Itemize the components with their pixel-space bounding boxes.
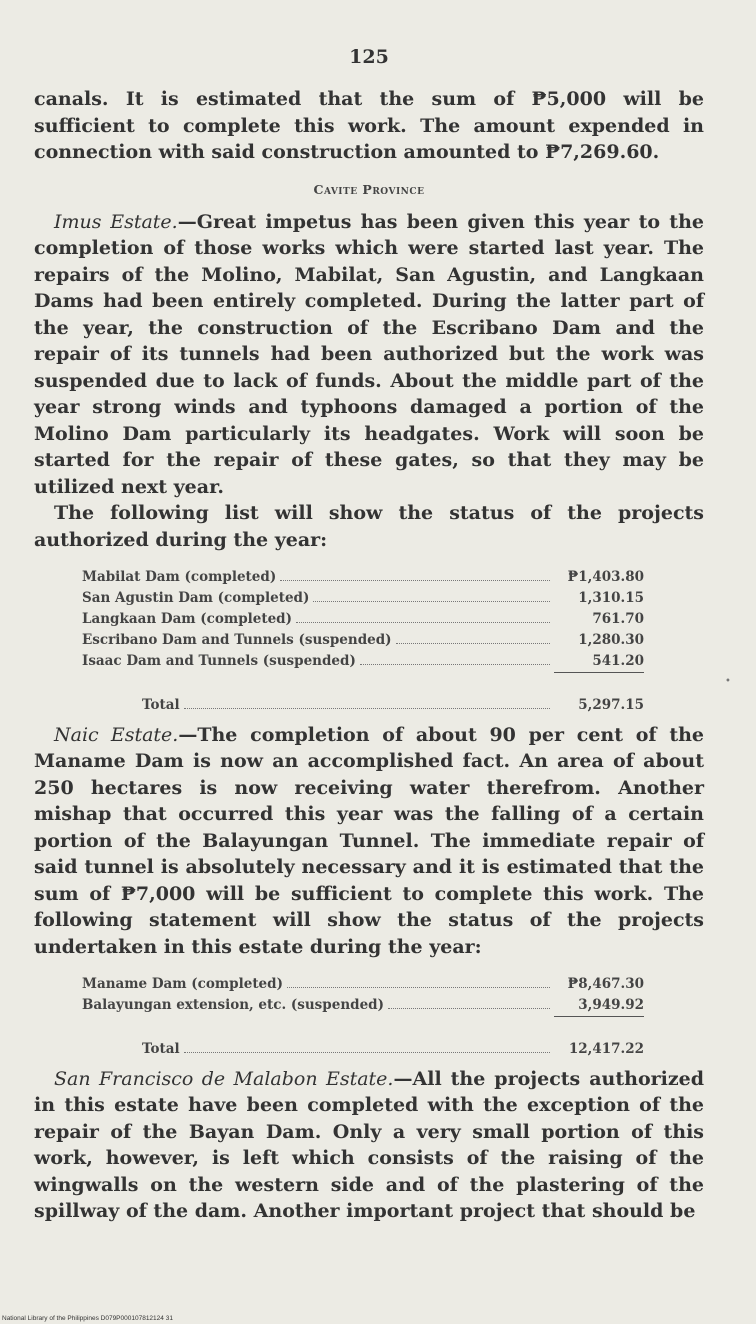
row-label: Mabilat Dam (completed) <box>82 569 277 585</box>
naic-estate-text: —The completion of about 90 per cent of the Maname Dam is now an accomplished fact. An area of about 250 hectares is now receiving water therefrom. Another mishap that occurred this year was the falling of a certain portion of the Balayungan Tunnel. The immediate repair of said tunnel is absolutely necessary and it is estimated that the sum of ₱7,000 will be sufficient to complete this work. The following statement will show the status of the projects undertaken in this estate during the year: <box>34 723 704 958</box>
table-row <box>82 609 644 630</box>
total-row <box>82 1031 644 1060</box>
table-row <box>82 567 644 588</box>
row-label: San Agustin Dam (completed) <box>82 590 310 606</box>
total-label: Total <box>142 1040 180 1057</box>
row-amount: 541.20 <box>592 653 644 669</box>
paragraph-imus-list-intro: The following list will show the status of the projects authorized during the year: <box>34 502 704 551</box>
imus-estate-text: —Great impetus has been given this year to the completion of those works which were started last year. The repairs of the Molino, Mabilat, San Agustin, and Langkaan Dams had been entirely completed. During the latter part of the year, the construction of the Escribano Dam and the repair of its tunnels had been authorized but the work was suspended due to lack of funds. About the middle part of the year strong winds and typhoons damaged a portion of the Molino Dam particularly its headgates. Work will soon be started for the repair of these gates, so that they may be utilized next year. <box>34 210 704 498</box>
row-label: Escribano Dam and Tunnels (suspended) <box>82 632 392 648</box>
total-amount: 5,297.15 <box>578 696 644 713</box>
total-label: Total <box>142 696 180 713</box>
san-francisco-estate-name: San Francisco de Malabon Estate. <box>54 1067 394 1090</box>
total-row <box>82 687 644 716</box>
row-amount: 1,310.15 <box>578 590 644 606</box>
section-heading-cavite: Cavite Province <box>313 181 425 197</box>
total-rule <box>82 1017 644 1031</box>
paragraph-imus-estate <box>34 209 704 501</box>
total-amount: 12,417.22 <box>568 1040 644 1057</box>
naic-estate-name: Naic Estate. <box>54 723 179 746</box>
table-row <box>82 974 644 995</box>
scan-mark: • <box>725 676 731 687</box>
table-row <box>82 630 644 651</box>
row-amount: 3,949.92 <box>578 997 644 1013</box>
imus-estate-name: Imus Estate. <box>54 210 178 233</box>
row-label: Maname Dam (completed) <box>82 976 283 992</box>
total-rule <box>82 673 644 687</box>
row-amount: ₱8,467.30 <box>567 976 644 992</box>
paragraph-san-francisco-estate <box>34 1066 704 1225</box>
row-label: Langkaan Dam (completed) <box>82 611 293 627</box>
imus-projects-table <box>82 567 644 716</box>
san-francisco-estate-text: —All the projects authorized in this estate have been completed with the exception of the repair of the Bayan Dam. Only a very small portion of this work, however, is left which consists of the raising of the wingwalls on the western side and of the plastering of the spillway of the dam. Another important project that should be <box>34 1067 705 1222</box>
table-row <box>82 651 644 673</box>
paragraph-naic-estate <box>34 722 704 961</box>
row-amount: ₱1,403.80 <box>567 569 644 585</box>
document-page <box>34 40 704 1225</box>
table-row <box>82 995 644 1017</box>
row-label: Isaac Dam and Tunnels (suspended) <box>82 653 356 670</box>
scan-footer: National Library of the Philippines D079P000107812124 31 <box>2 1315 173 1322</box>
row-amount: 1,280.30 <box>578 632 644 648</box>
page-number: 125 <box>349 46 389 68</box>
row-amount: 761.70 <box>592 611 644 627</box>
row-label: Balayungan extension, etc. (suspended) <box>82 997 384 1014</box>
paragraph-canals: canals. It is estimated that the sum of ₱5,000 will be sufficient to complete this work. The amount expended in connection with said construction amounted to ₱7,269.60. <box>34 88 704 163</box>
naic-projects-table <box>82 974 644 1060</box>
table-row <box>82 588 644 609</box>
